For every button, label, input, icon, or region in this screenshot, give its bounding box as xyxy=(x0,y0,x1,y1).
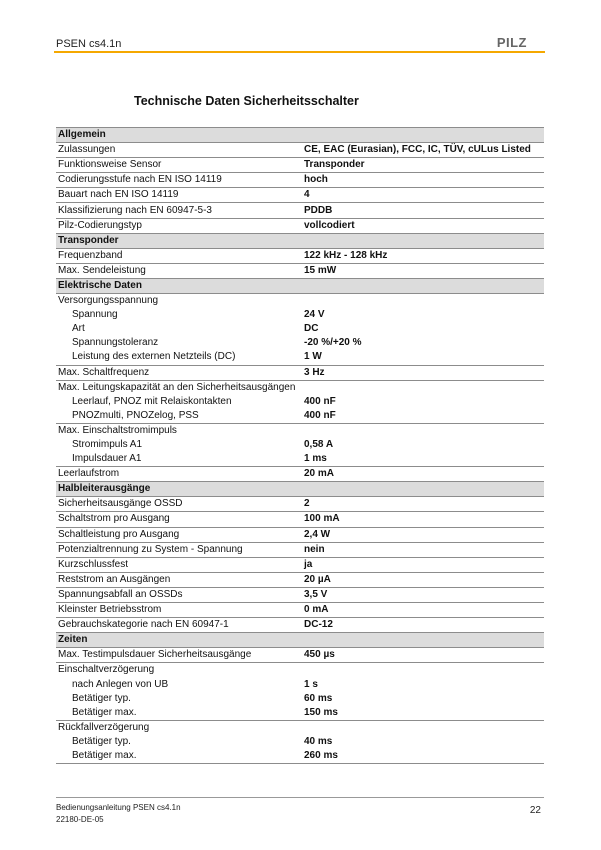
table-row xyxy=(56,572,544,587)
row-label: Max. Testimpulsdauer Sicherheitsausgänge xyxy=(56,648,304,663)
table-row xyxy=(56,677,544,691)
row-value: DC xyxy=(304,323,319,335)
row-label: Bauart nach EN ISO 14119 xyxy=(56,188,304,203)
section-header-transponder: Transponder xyxy=(56,233,544,248)
table-row xyxy=(56,158,544,173)
row-value: 400 nF xyxy=(304,395,336,407)
row-value: DC-12 xyxy=(304,618,544,633)
row-value: 100 mA xyxy=(304,512,544,527)
group-label: Max. Einschaltstromimpuls xyxy=(58,424,177,436)
row-value: 150 ms xyxy=(304,706,544,721)
table-row xyxy=(56,557,544,572)
section-header-zeiten: Zeiten xyxy=(56,633,544,648)
section-header-elektrische-daten: Elektrische Daten xyxy=(56,278,544,293)
table-row xyxy=(56,336,544,350)
row-label: Max. Schaltfrequenz xyxy=(56,365,304,380)
header-product-name: PSEN cs4.1n xyxy=(56,38,122,50)
table-row xyxy=(56,648,544,663)
table-row xyxy=(56,263,544,278)
table-row xyxy=(56,497,544,512)
table-row xyxy=(56,308,544,322)
row-value: 450 µs xyxy=(304,648,544,663)
footer-divider xyxy=(56,797,544,798)
row-label: Codierungsstufe nach EN ISO 14119 xyxy=(56,173,304,188)
table-row xyxy=(56,587,544,602)
row-label: Spannungsabfall an OSSDs xyxy=(56,587,304,602)
table-row xyxy=(56,248,544,263)
table-row xyxy=(56,395,544,409)
table-row xyxy=(56,467,544,482)
row-value: 1 W xyxy=(304,350,544,365)
table-row xyxy=(56,542,544,557)
table-row xyxy=(56,692,544,706)
group-label: Rückfallverzögerung xyxy=(58,721,150,733)
group-row xyxy=(56,294,544,309)
table-row xyxy=(56,706,544,721)
row-label: Zulassungen xyxy=(56,143,304,158)
row-label: Gebrauchskategorie nach EN 60947-1 xyxy=(56,618,304,633)
table-row xyxy=(56,322,544,336)
table-row xyxy=(56,365,544,380)
row-label: Spannung xyxy=(72,309,118,321)
table-row xyxy=(56,188,544,203)
table-row xyxy=(56,203,544,218)
row-label: Impulsdauer A1 xyxy=(56,452,304,467)
row-label: Betätiger typ. xyxy=(72,735,131,747)
table-row xyxy=(56,735,544,749)
table-row xyxy=(56,173,544,188)
row-value: 3 Hz xyxy=(304,365,544,380)
row-value: 0,58 A xyxy=(304,439,334,451)
footer-doc-number: 22180-DE-05 xyxy=(56,815,104,824)
row-value: nein xyxy=(304,542,544,557)
row-value: 2,4 W xyxy=(304,527,544,542)
row-label: Schaltleistung pro Ausgang xyxy=(56,527,304,542)
footer-doc-title: Bedienungsanleitung PSEN cs4.1n xyxy=(56,803,181,812)
row-label: Betätiger max. xyxy=(56,749,304,764)
row-value: 24 V xyxy=(304,309,325,321)
table-row xyxy=(56,512,544,527)
table-row xyxy=(56,350,544,365)
section-header-halbleiterausgaenge: Halbleiterausgänge xyxy=(56,482,544,497)
page-title: Technische Daten Sicherheitsschalter xyxy=(134,94,359,108)
row-label: Frequenzband xyxy=(56,248,304,263)
row-value: CE, EAC (Eurasian), FCC, IC, TÜV, cULus Listed xyxy=(304,143,544,158)
row-label: Spannungstoleranz xyxy=(72,337,159,349)
row-label: Reststrom an Ausgängen xyxy=(56,572,304,587)
row-value: hoch xyxy=(304,173,544,188)
table-row xyxy=(56,749,544,764)
row-value: 20 mA xyxy=(304,467,544,482)
row-value: vollcodiert xyxy=(304,218,544,233)
row-label: Max. Sendeleistung xyxy=(56,263,304,278)
row-value: PDDB xyxy=(304,203,544,218)
pilz-logo: PILZ xyxy=(496,35,527,50)
row-value: 1 s xyxy=(304,678,318,690)
row-label: Klassifizierung nach EN 60947-5-3 xyxy=(56,203,304,218)
row-value: 60 ms xyxy=(304,692,333,704)
row-label: Funktionsweise Sensor xyxy=(56,158,304,173)
group-label: Einschaltverzögerung xyxy=(58,664,155,676)
row-label: PNOZmulti, PNOZelog, PSS xyxy=(56,409,304,424)
row-value: 4 xyxy=(304,188,544,203)
header-divider xyxy=(54,51,545,53)
group-row xyxy=(56,720,544,735)
footer-doc-info xyxy=(56,802,181,826)
section-header-allgemein: Allgemein xyxy=(56,128,544,143)
row-value: -20 %/+20 % xyxy=(304,337,362,349)
row-value: 15 mW xyxy=(304,263,544,278)
row-label: Leerlaufstrom xyxy=(56,467,304,482)
table-row xyxy=(56,218,544,233)
row-label: Betätiger typ. xyxy=(72,692,131,704)
row-label: Kurzschlussfest xyxy=(56,557,304,572)
technical-data-table xyxy=(56,127,544,764)
row-label: Sicherheitsausgänge OSSD xyxy=(56,497,304,512)
row-value: 400 nF xyxy=(304,409,544,424)
row-value: 20 µA xyxy=(304,572,544,587)
page-number: 22 xyxy=(529,805,541,816)
row-value: 0 mA xyxy=(304,603,544,618)
row-value: 3,5 V xyxy=(304,587,544,602)
row-label: Betätiger max. xyxy=(56,706,304,721)
row-label: Pilz-Codierungstyp xyxy=(56,218,304,233)
group-row xyxy=(56,423,544,438)
group-label: Max. Leitungskapazität an den Sicherheitsausgängen xyxy=(58,381,296,393)
table-row xyxy=(56,143,544,158)
row-value: 260 ms xyxy=(304,749,544,764)
row-label: Schaltstrom pro Ausgang xyxy=(56,512,304,527)
row-value: 2 xyxy=(304,497,544,512)
row-value: Transponder xyxy=(304,158,544,173)
row-label: Potenzialtrennung zu System - Spannung xyxy=(56,542,304,557)
table-row xyxy=(56,603,544,618)
table-row xyxy=(56,527,544,542)
group-row xyxy=(56,663,544,678)
row-value: 40 ms xyxy=(304,735,333,747)
group-row xyxy=(56,380,544,395)
row-value: 122 kHz - 128 kHz xyxy=(304,248,544,263)
table-row xyxy=(56,438,544,452)
row-value: 1 ms xyxy=(304,452,544,467)
row-label: Stromimpuls A1 xyxy=(72,439,143,451)
group-label: Versorgungsspannung xyxy=(58,295,159,307)
row-label: Kleinster Betriebsstrom xyxy=(56,603,304,618)
table-row xyxy=(56,618,544,633)
row-label: Art xyxy=(72,323,85,335)
table-row xyxy=(56,409,544,424)
row-value: ja xyxy=(304,557,544,572)
row-label: Leerlauf, PNOZ mit Relaiskontakten xyxy=(72,395,232,407)
row-label: nach Anlegen von UB xyxy=(72,678,169,690)
row-label: Leistung des externen Netzteils (DC) xyxy=(56,350,304,365)
table-row xyxy=(56,452,544,467)
